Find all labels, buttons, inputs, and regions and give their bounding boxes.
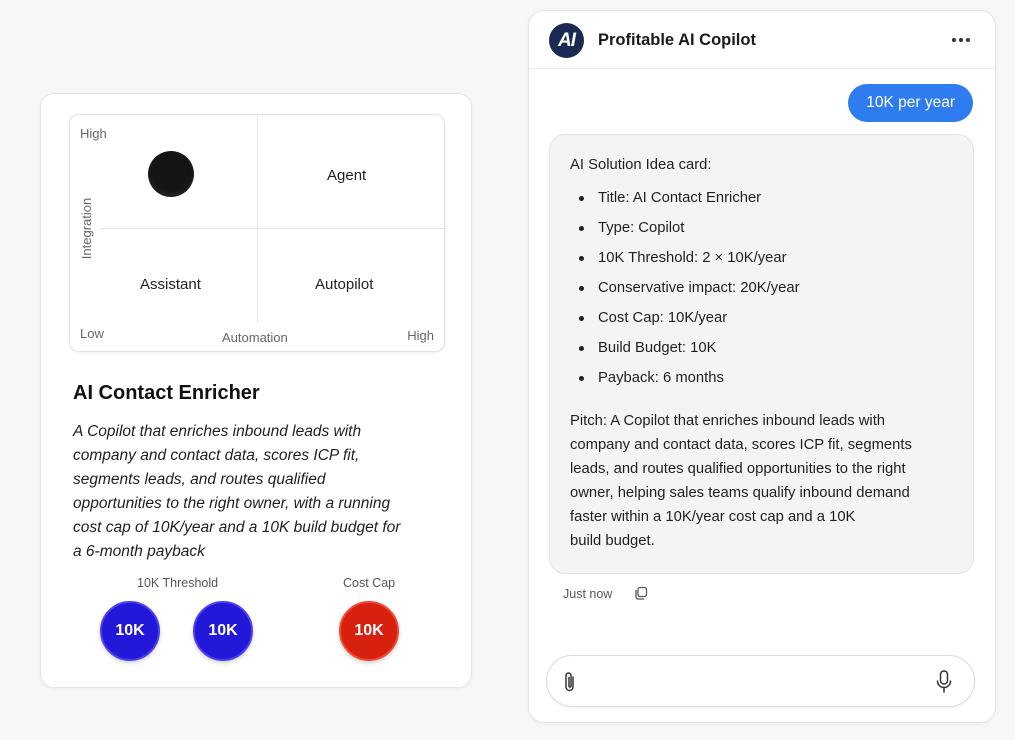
quadrant-agent: Agent [327, 167, 367, 184]
position-marker [148, 151, 194, 197]
idea-card [40, 93, 472, 688]
quadrant-assistant: Assistant [140, 276, 201, 293]
y-axis-high-label: High [80, 126, 107, 141]
copy-icon[interactable] [633, 585, 649, 601]
threshold-label: 10K Threshold [137, 576, 219, 590]
message-timestamp: Just now [563, 587, 613, 601]
y-axis-label: Integration [79, 197, 95, 260]
quadrant-autopilot: Autopilot [315, 276, 374, 293]
axis-low-label: Low [80, 326, 104, 341]
user-message: 10K per year [848, 84, 973, 122]
app-logo: AI [549, 23, 584, 58]
chat-header [529, 11, 995, 69]
more-options-icon[interactable] [947, 27, 975, 53]
idea-description: A Copilot that enriches inbound leads with company and contact data, scores ICP fit, segments leads, and routes qualified opportunities to the right owner, with a running cost cap of 10K/year and a 10K build budget for a 6-month payback [73, 423, 401, 560]
assistant-message-intro: AI Solution Idea card: [570, 157, 712, 173]
cost-cap-label: Cost Cap [343, 576, 396, 590]
x-axis-label: Automation [222, 330, 288, 345]
threshold-token-1: 10K [100, 601, 160, 661]
list-item: Build Budget: 10K [570, 333, 953, 363]
matrix-horizontal-divider [100, 228, 446, 229]
idea-title: AI Contact Enricher [73, 382, 260, 404]
list-item: Payback: 6 months [570, 363, 953, 393]
chat-panel [528, 10, 996, 723]
threshold-token-2: 10K [193, 601, 253, 661]
x-axis-high-label: High [407, 328, 434, 343]
automation-integration-matrix [69, 114, 445, 352]
message-input[interactable] [591, 670, 931, 694]
list-item: Title: AI Contact Enricher [570, 183, 953, 213]
list-item: 10K Threshold: 2 × 10K/year [570, 243, 953, 273]
idea-details-list [570, 183, 953, 393]
chat-title: Profitable AI Copilot [598, 31, 756, 49]
list-item: Type: Copilot [570, 213, 953, 243]
cost-cap-token: 10K [339, 601, 399, 661]
list-item: Cost Cap: 10K/year [570, 303, 953, 333]
microphone-icon[interactable] [934, 669, 954, 695]
paperclip-icon[interactable] [561, 670, 579, 694]
list-item: Conservative impact: 20K/year [570, 273, 953, 303]
assistant-pitch: Pitch: A Copilot that enriches inbound leads with company and contact data, scores ICP fit, segments leads, and routes qualified opportunities to the right owner, helping sales teams qualify inbound demand faster within a 10K/year cost cap and a 10K build budget. [570, 413, 912, 549]
assistant-message [549, 134, 974, 574]
message-composer [546, 655, 975, 707]
matrix-vertical-divider [257, 115, 258, 323]
